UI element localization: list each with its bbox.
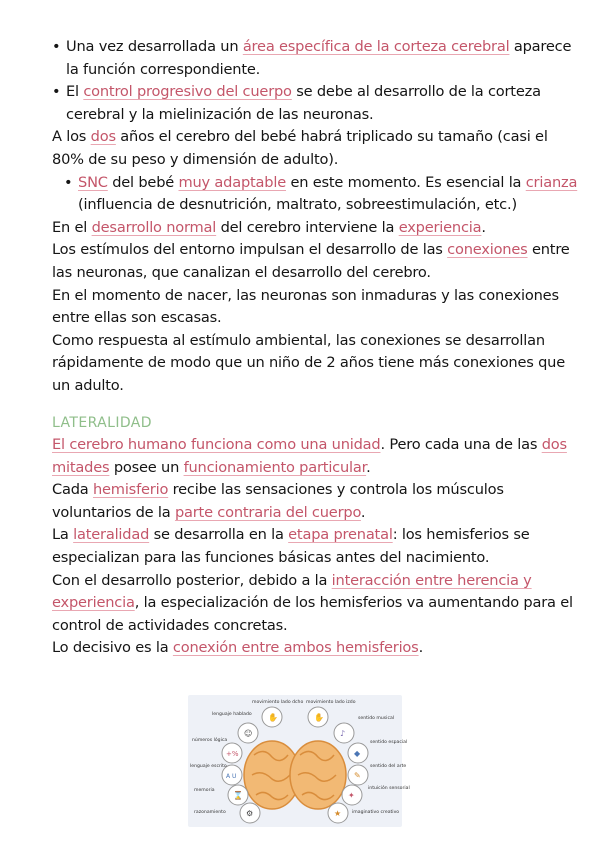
circle-movimiento-izdo: [308, 707, 328, 727]
circle-sentido-musical: [334, 723, 354, 743]
bullet-control: [52, 81, 582, 126]
paragraph-stimuli: [52, 239, 582, 284]
svg-text:✋: ✋: [268, 713, 278, 722]
brain-hemispheres-figure: [188, 695, 410, 827]
text: .: [360, 503, 366, 521]
highlight-text: dos mitades: [52, 436, 567, 476]
text: : los hemisferios se especializan para las funciones básicas antes del nacimiento.: [52, 526, 530, 567]
circle-memoria: [228, 785, 248, 805]
highlight-text: muy adaptable: [178, 173, 287, 191]
paragraph-development: [52, 570, 582, 638]
text: Cada: [52, 481, 93, 499]
svg-text:★: ★: [334, 809, 342, 818]
svg-text:☺: ☺: [244, 729, 253, 738]
svg-text:✋: ✋: [314, 713, 324, 722]
label: razonamiento: [194, 810, 226, 815]
paragraph-laterality: [52, 524, 582, 569]
text: (influencia de desnutrición, maltrato, sobreestimulación, etc.): [78, 196, 517, 214]
brain-illustration: [188, 695, 410, 827]
text: Una vez desarrollada un: [66, 38, 243, 55]
svg-text:⌛: ⌛: [233, 791, 243, 800]
highlight-text: etapa prenatal: [288, 526, 393, 544]
text: del bebé: [107, 173, 179, 191]
circle-sentido-arte: [348, 765, 368, 785]
label: movimiento lado dcho: [252, 700, 304, 705]
circle-numeros-logica: [222, 743, 242, 763]
highlight-text: conexiones: [447, 241, 528, 259]
highlight-text: dos: [90, 128, 116, 146]
highlight-text: El cerebro humano funciona como una unidad: [52, 436, 381, 454]
text: Con el desarrollo posterior, debido a la: [52, 571, 332, 589]
text: se desarrolla en la: [149, 526, 289, 544]
svg-text:✦: ✦: [348, 791, 355, 800]
text: Lo decisivo es la: [52, 639, 173, 657]
text: en este momento. Es esencial la: [286, 173, 526, 191]
paragraph-hemisphere: [52, 479, 582, 524]
label: números lógica: [192, 738, 228, 743]
highlight-text: SNC: [78, 173, 108, 191]
paragraph-connections: Como respuesta al estímulo ambiental, las conexiones se desarrollan rápidamente de modo que un niño de 2 años tiene más conexiones que un adulto.: [52, 331, 565, 394]
highlight-text: desarrollo normal: [91, 218, 217, 236]
text: recibe las sensaciones y controla los músculos voluntarios de la: [52, 481, 504, 521]
text: . Pero cada una de las: [380, 436, 542, 454]
text: En el: [52, 218, 92, 236]
label: sentido del arte: [370, 764, 407, 769]
label: movimiento lado izdo: [306, 700, 356, 705]
highlight-text: funcionamiento particular: [183, 458, 367, 476]
highlight-text: conexión entre ambos hemisferios: [172, 639, 419, 657]
text: años el cerebro del bebé habrá triplicado su tamaño (casi el 80% de su peso y dimensión de adulto).: [52, 128, 548, 168]
highlight-text: hemisferio: [92, 481, 169, 499]
text: posee un: [109, 458, 184, 476]
label: memoria: [194, 788, 215, 793]
svg-text:✎: ✎: [354, 771, 361, 780]
text: entre las neuronas, que canalizan el desarrollo del cerebro.: [52, 241, 570, 281]
label: lenguaje hablado: [212, 712, 252, 717]
paragraph-decisive: [52, 637, 582, 660]
label: sentido espacial: [370, 740, 408, 745]
circle-razonamiento: [240, 803, 260, 823]
text: .: [418, 639, 424, 657]
bullet-snc: [64, 172, 582, 217]
paragraph-experience: [52, 217, 582, 240]
svg-text:⚙: ⚙: [246, 809, 254, 818]
paragraph-size: [52, 126, 582, 171]
svg-text:+%: +%: [226, 750, 239, 758]
highlight-text: interacción entre herencia y experiencia: [52, 571, 532, 612]
text: se debe al desarrollo de la corteza cerebral y la mielinización de las neuronas.: [66, 83, 541, 123]
text: , la especialización de los hemisferios va aumentando para el control de actividades concretas.: [52, 594, 573, 634]
text: Los estímulos del entorno impulsan el desarrollo de las: [52, 241, 448, 259]
svg-text:♪: ♪: [340, 729, 346, 738]
brain-icon: [244, 741, 346, 809]
circle-sentido-espacial: [348, 743, 368, 763]
label: imaginativo creativo: [352, 810, 400, 815]
text: La: [52, 526, 74, 544]
text: del cerebro interviene la: [216, 218, 399, 236]
paragraph-birth: En el momento de nacer, las neuronas son inmaduras y las conexiones entre ellas son escasas.: [52, 286, 559, 327]
spacer: [52, 398, 582, 412]
text: aparece la función correspondiente.: [66, 38, 572, 78]
svg-text:◆: ◆: [354, 749, 361, 758]
label: sentido musical: [358, 716, 395, 721]
text: .: [481, 218, 486, 236]
svg-text:A U: A U: [226, 773, 237, 780]
text: A los: [52, 128, 91, 146]
paragraph-unit: [52, 434, 582, 479]
label: intuición sensorial: [368, 786, 410, 791]
text: .: [366, 458, 371, 476]
notes-content: [52, 36, 582, 660]
section-title: LATERALIDAD: [52, 414, 152, 431]
bullet-cortex: [52, 36, 582, 81]
text: El: [66, 83, 84, 101]
highlight-text: lateralidad: [73, 526, 150, 544]
highlight-text: parte contraria del cuerpo: [174, 503, 361, 521]
label: lenguaje escrito: [190, 764, 227, 769]
highlight-text: crianza: [525, 173, 578, 191]
circle-intuicion: [342, 785, 362, 805]
circle-lenguaje-hablado: [238, 723, 258, 743]
highlight-text: área específica de la corteza cerebral: [242, 38, 510, 55]
highlight-text: control progresivo del cuerpo: [83, 83, 292, 101]
circle-imaginativo: [328, 803, 348, 823]
highlight-text: experiencia: [398, 218, 482, 236]
circle-movimiento-dcho: [262, 707, 282, 727]
